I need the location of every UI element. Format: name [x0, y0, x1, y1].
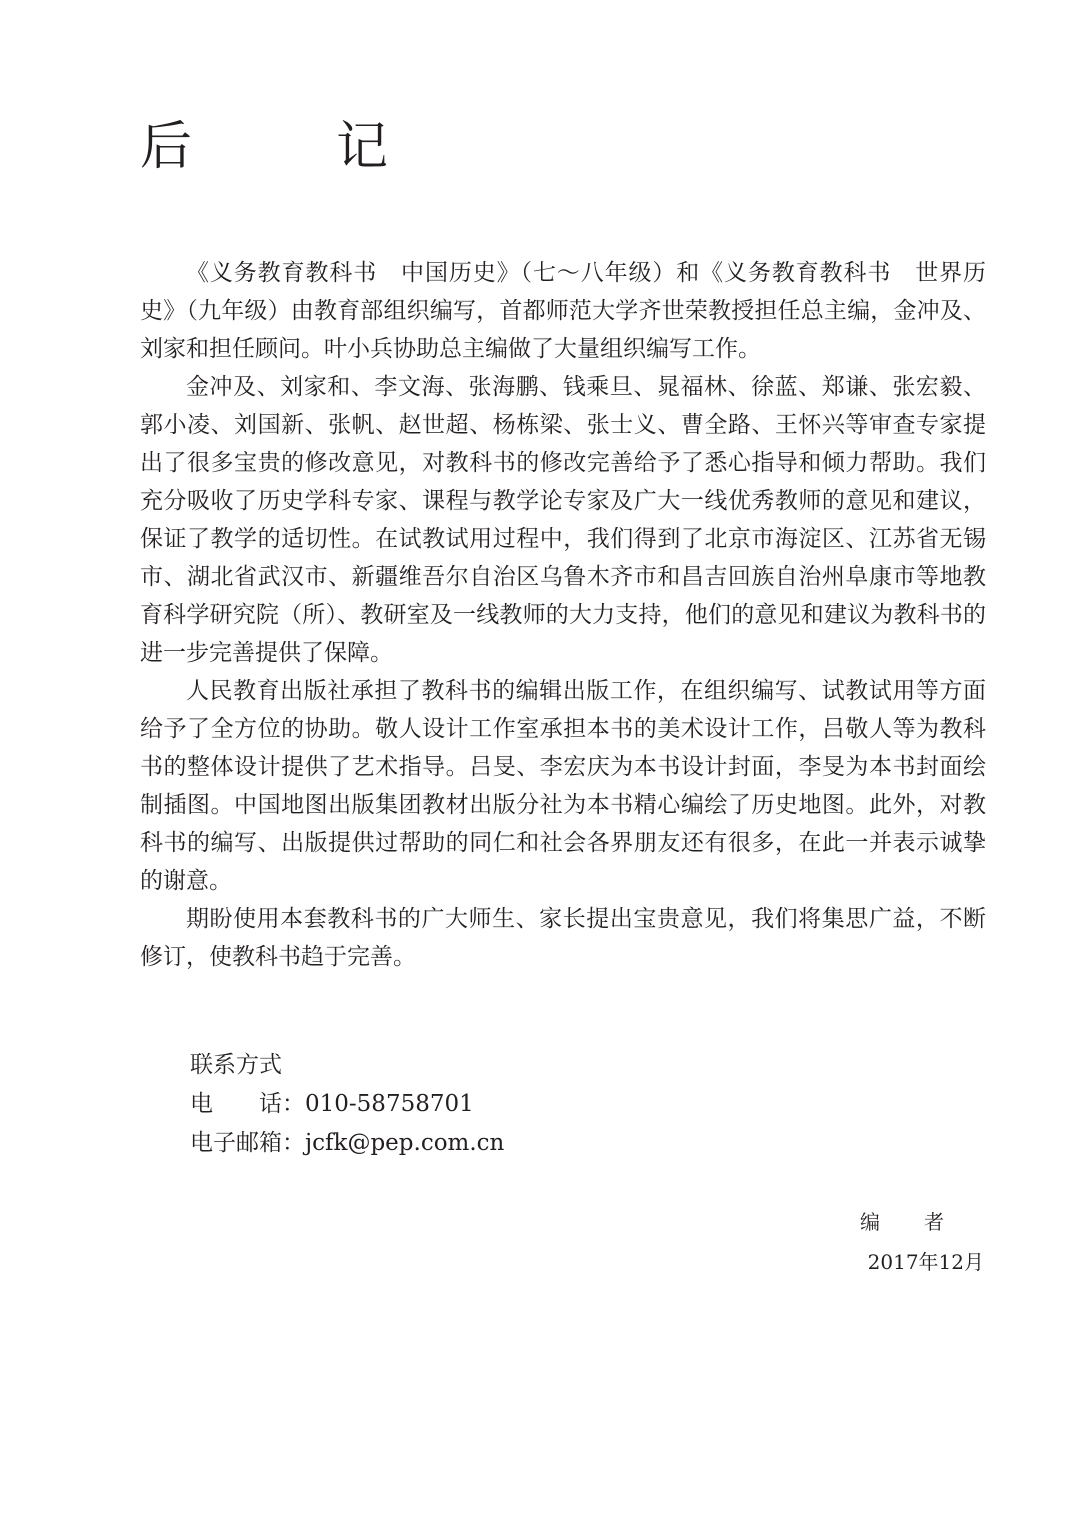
email-label: 电子邮箱： — [190, 1130, 305, 1156]
phone-line — [190, 1085, 504, 1124]
email-line — [190, 1124, 504, 1163]
paragraph-4: 期盼使用本套教科书的广大师生、家长提出宝贵意见，我们将集思广益，不断修订，使教科书趋于完善。 — [140, 906, 986, 970]
paragraph-1: 《义务教育教科书 中国历史》（七～八年级）和《义务教育教科书 世界历史》（九年级）由教育部组织编写，首都师范大学齐世荣教授担任总主编，金冲及、刘家和担任顾问。叶小兵协助总主编做了大量组织编写工作。 — [140, 260, 986, 362]
contact-heading: 联系方式 — [190, 1052, 282, 1078]
phone-label: 电 话： — [190, 1091, 305, 1117]
contact-block — [190, 1046, 504, 1163]
paragraph-3: 人民教育出版社承担了教科书的编辑出版工作，在组织编写、试教试用等方面给予了全方位的协助。敬人设计工作室承担本书的美术设计工作，吕敬人等为教科书的整体设计提供了艺术指导。吕旻、李宏庆为本书设计封面，李旻为本书封面绘制插图。中国地图出版集团教材出版分社为本书精心编绘了历史地图。此外，对教科书的编写、出版提供过帮助的同仁和社会各界朋友还有很多，在此一并表示诚挚的谢意。 — [140, 678, 986, 894]
signoff — [860, 1202, 984, 1282]
phone-number: 010-58758701 — [305, 1091, 474, 1117]
editor-signature: 编 者 — [860, 1210, 956, 1234]
body-text — [140, 254, 986, 976]
email-address: jcfk@pep.com.cn — [305, 1130, 505, 1156]
paragraph-2: 金冲及、刘家和、李文海、张海鹏、钱乘旦、晁福林、徐蓝、郑谦、张宏毅、郭小凌、刘国新、张帆、赵世超、杨栋梁、张士义、曹全路、王怀兴等审查专家提出了很多宝贵的修改意见，对教科书的修改完善给予了悉心指导和倾力帮助。我们充分吸收了历史学科专家、课程与教学论专家及广大一线优秀教师的意见和建议，保证了教学的适切性。在试教试用过程中，我们得到了北京市海淀区、江苏省无锡市、湖北省武汉市、新疆维吾尔自治区乌鲁木齐市和昌吉回族自治州阜康市等地教育科学研究院（所）、教研室及一线教师的大力支持，他们的意见和建议为教科书的进一步完善提供了保障。 — [140, 374, 986, 666]
date: 2017年12月 — [867, 1250, 984, 1274]
page-title: 后 记 — [140, 117, 435, 177]
